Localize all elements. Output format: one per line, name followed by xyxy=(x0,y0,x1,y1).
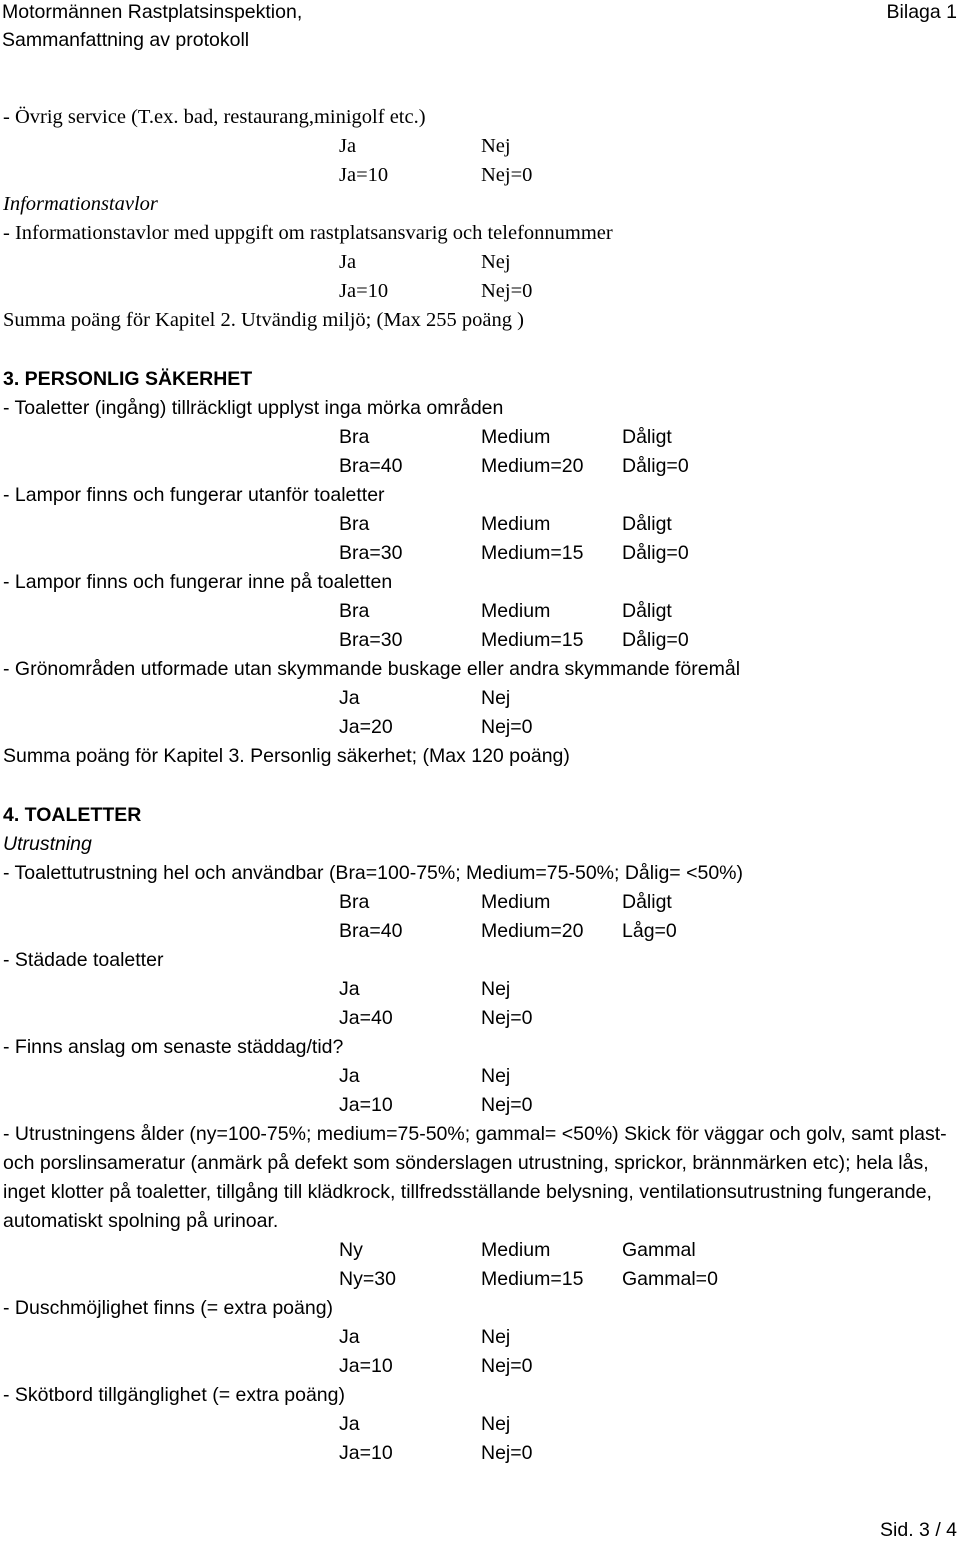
score-dalig: Dålig=0 xyxy=(622,542,689,564)
option-medium: Medium xyxy=(481,513,551,535)
score-dalig: Dålig=0 xyxy=(622,629,689,651)
question-k3-3: - Lampor finns och fungerar inne på toaletten xyxy=(3,571,393,593)
option-bra: Bra xyxy=(339,600,370,622)
option-medium: Medium xyxy=(481,600,551,622)
option-ja: Ja xyxy=(339,1326,360,1348)
score-nej: Nej=0 xyxy=(481,280,533,302)
score-ny: Ny=30 xyxy=(339,1268,396,1290)
score-ja: Ja=10 xyxy=(339,280,389,302)
question-ovrig-service: - Övrig service (T.ex. bad, restaurang,minigolf etc.) xyxy=(3,106,426,128)
option-bra: Bra xyxy=(339,891,370,913)
score-ja: Ja=20 xyxy=(339,716,393,738)
score-nej: Nej=0 xyxy=(481,1355,533,1377)
option-daligt: Dåligt xyxy=(622,426,672,448)
question-k4-1: - Toalettutrustning hel och användbar (Bra=100-75%; Medium=75-50%; Dålig= <50%) xyxy=(3,862,744,884)
score-medium: Medium=15 xyxy=(481,542,584,564)
option-bra: Bra xyxy=(339,426,370,448)
page-number: Sid. 3 / 4 xyxy=(880,1519,957,1541)
option-nej: Nej xyxy=(481,1065,511,1087)
score-nej: Nej=0 xyxy=(481,716,533,738)
heading-kapitel-3: 3. PERSONLIG SÄKERHET xyxy=(3,368,253,390)
option-ja: Ja xyxy=(339,1413,360,1435)
appendix-label: Bilaga 1 xyxy=(886,1,957,23)
option-ja: Ja xyxy=(339,687,360,709)
score-nej: Nej=0 xyxy=(481,1094,533,1116)
score-bra: Bra=40 xyxy=(339,920,403,942)
question-k4-5: - Duschmöjlighet finns (= extra poäng) xyxy=(3,1297,334,1319)
score-medium: Medium=20 xyxy=(481,920,584,942)
question-k3-1: - Toaletter (ingång) tillräckligt upplyst inga mörka områden xyxy=(3,397,504,419)
question-k4-3: - Finns anslag om senaste städdag/tid? xyxy=(3,1036,344,1058)
heading-kapitel-4: 4. TOALETTER xyxy=(3,804,142,826)
option-daligt: Dåligt xyxy=(622,600,672,622)
document-title-line1: Motormännen Rastplatsinspektion, xyxy=(2,1,303,23)
score-ja: Ja=10 xyxy=(339,1442,393,1464)
option-ja: Ja xyxy=(339,1065,360,1087)
sum-kapitel-3: Summa poäng för Kapitel 3. Personlig säkerhet; (Max 120 poäng) xyxy=(3,745,570,767)
heading-informationstavlor: Informationstavlor xyxy=(3,193,158,215)
score-bra: Bra=30 xyxy=(339,542,403,564)
document-title-line2: Sammanfattning av protokoll xyxy=(2,29,250,51)
score-nej: Nej=0 xyxy=(481,1442,533,1464)
score-medium: Medium=20 xyxy=(481,455,584,477)
question-informationstavlor: - Informationstavlor med uppgift om rastplatsansvarig och telefonnummer xyxy=(3,222,613,244)
question-k3-4: - Grönområden utformade utan skymmande buskage eller andra skymmande föremål xyxy=(3,658,741,680)
option-ja: Ja xyxy=(339,978,360,1000)
option-medium: Medium xyxy=(481,426,551,448)
option-daligt: Dåligt xyxy=(622,891,672,913)
option-nej: Nej xyxy=(481,251,511,273)
option-nej: Nej xyxy=(481,978,511,1000)
option-nej: Nej xyxy=(481,687,511,709)
option-ny: Ny xyxy=(339,1239,363,1261)
score-ja: Ja=10 xyxy=(339,1094,393,1116)
score-lag: Låg=0 xyxy=(622,920,677,942)
score-nej: Nej=0 xyxy=(481,164,533,186)
score-bra: Bra=40 xyxy=(339,455,403,477)
question-k3-2: - Lampor finns och fungerar utanför toaletter xyxy=(3,484,385,506)
option-nej: Nej xyxy=(481,1326,511,1348)
option-bra: Bra xyxy=(339,513,370,535)
score-medium: Medium=15 xyxy=(481,629,584,651)
option-ja: Ja xyxy=(339,135,357,157)
option-ja: Ja xyxy=(339,251,357,273)
option-medium: Medium xyxy=(481,891,551,913)
score-bra: Bra=30 xyxy=(339,629,403,651)
score-medium: Medium=15 xyxy=(481,1268,584,1290)
question-k4-4: - Utrustningens ålder (ny=100-75%; medium=75-50%; gammal= <50%) Skick för väggar och golv, samt plast- och porslinsameratur (anmärk på defekt som sönderslagen utrustning, sprickor, brännmärken etc); hela lås, inget klotter på toaletter, tillgång till klädkrock, tillfredsställande belysning, ventilationsutrustning fungerande, automatiskt spolning på urinoar. xyxy=(3,1123,947,1232)
score-gammal: Gammal=0 xyxy=(622,1268,718,1290)
score-ja: Ja=40 xyxy=(339,1007,393,1029)
score-ja: Ja=10 xyxy=(339,164,389,186)
question-k4-6: - Skötbord tillgänglighet (= extra poäng) xyxy=(3,1384,345,1406)
question-k4-2: - Städade toaletter xyxy=(3,949,164,971)
option-daligt: Dåligt xyxy=(622,513,672,535)
option-nej: Nej xyxy=(481,1413,511,1435)
score-ja: Ja=10 xyxy=(339,1355,393,1377)
sum-kapitel-2: Summa poäng för Kapitel 2. Utvändig miljö; (Max 255 poäng ) xyxy=(3,309,524,331)
subheading-utrustning: Utrustning xyxy=(3,833,92,855)
option-medium: Medium xyxy=(481,1239,551,1261)
option-nej: Nej xyxy=(481,135,511,157)
score-dalig: Dålig=0 xyxy=(622,455,689,477)
option-gammal: Gammal xyxy=(622,1239,696,1261)
score-nej: Nej=0 xyxy=(481,1007,533,1029)
